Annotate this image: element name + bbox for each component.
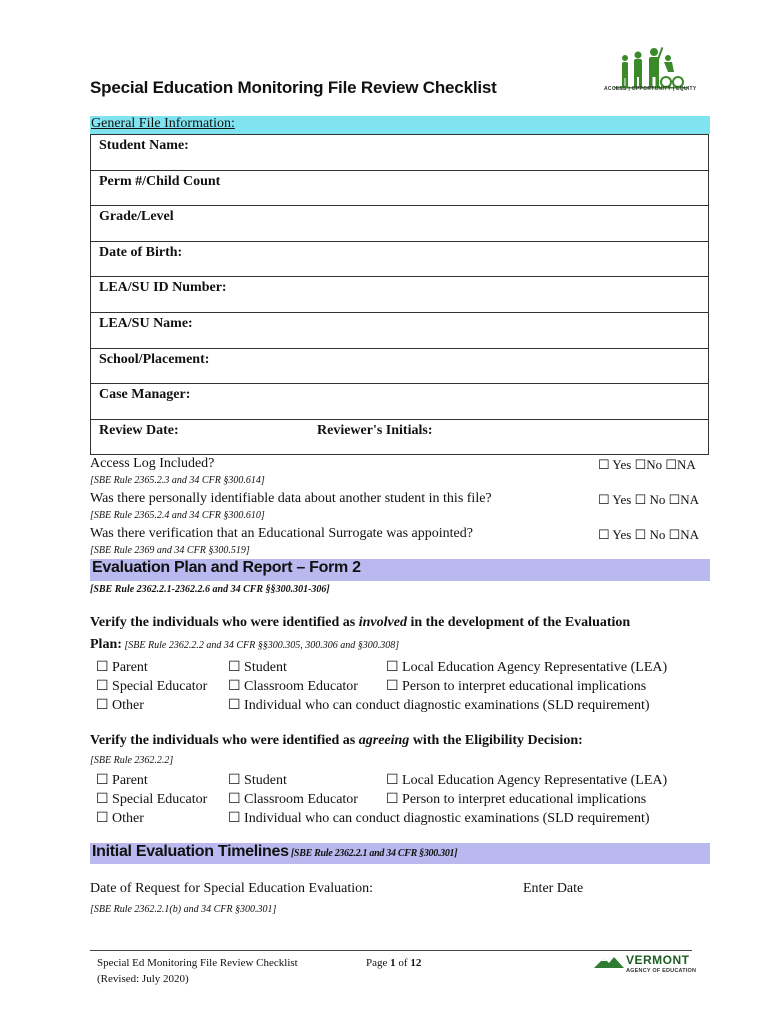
plan-ref: [SBE Rule 2362.2.2 and 34 CFR §§300.305, 300.306 and §300.308] — [121, 640, 400, 651]
field-label: LEA/SU ID Number: — [99, 280, 227, 296]
question-access-log-ref: [SBE Rule 2365.2.3 and 34 CFR §300.614] — [90, 475, 265, 486]
involved-prefix: Verify the individuals who were identified as — [90, 615, 359, 630]
field-label: School/Placement: — [99, 351, 210, 367]
eval-section-heading: Evaluation Plan and Report – Form 2 — [92, 559, 361, 576]
involved-diagnostic-examiner-checkbox[interactable]: ☐ Individual who can conduct diagnostic examinations (SLD requirement) — [228, 698, 650, 713]
agency-name: VERMONT — [626, 953, 690, 967]
field-label: LEA/SU Name: — [99, 315, 193, 331]
field-row-review-date[interactable] — [91, 420, 708, 454]
timelines-section-bar — [90, 843, 710, 864]
field-row-lea-su-id[interactable] — [91, 277, 708, 313]
involved-special-educator-checkbox[interactable]: ☐ Special Educator — [96, 679, 208, 694]
involved-instruction — [90, 615, 630, 631]
agreeing-student-checkbox[interactable]: ☐ Student — [228, 773, 287, 788]
field-label: Grade/Level — [99, 209, 174, 225]
agreeing-diagnostic-examiner-checkbox[interactable]: ☐ Individual who can conduct diagnostic examinations (SLD requirement) — [228, 811, 650, 826]
timelines-heading-ref: [SBE Rule 2362.2.1 and 34 CFR §300.301] — [288, 848, 458, 859]
question-access-log: Access Log Included? — [90, 456, 215, 471]
question-surrogate: Was there verification that an Educational Surrogate was appointed? — [90, 526, 473, 541]
general-info-heading-bar — [90, 116, 710, 134]
footer-divider — [90, 950, 692, 951]
question-surrogate-options[interactable]: ☐ Yes ☐ No ☐NA — [598, 527, 700, 542]
general-info-table — [90, 134, 709, 455]
involved-suffix: in the development of the Evaluation — [406, 615, 631, 630]
field-row-perm-number[interactable] — [91, 171, 708, 207]
request-date-label: Date of Request for Special Education Evaluation: — [90, 881, 374, 896]
page-prefix: Page — [366, 957, 391, 969]
agency-subtitle: AGENCY OF EDUCATION — [626, 968, 697, 974]
involved-word: involved — [358, 615, 407, 630]
footer-revised: (Revised: July 2020) — [97, 973, 189, 985]
review-date-label: Review Date: — [99, 422, 179, 438]
question-access-log-options[interactable]: ☐ Yes ☐No ☐NA — [598, 457, 696, 472]
field-label: Perm #/Child Count — [99, 173, 221, 189]
agreeing-instruction — [90, 733, 583, 749]
page-total: 12 — [410, 957, 422, 969]
eval-section-ref: [SBE Rule 2362.2.1-2362.2.6 and 34 CFR §§300.301-306] — [90, 584, 330, 595]
footer-doc-name: Special Ed Monitoring File Review Checklist — [97, 957, 298, 969]
page-title: Special Education Monitoring File Review Checklist — [90, 78, 497, 97]
agreeing-parent-checkbox[interactable]: ☐ Parent — [96, 773, 148, 788]
involved-parent-checkbox[interactable]: ☐ Parent — [96, 660, 148, 675]
plan-line — [90, 637, 399, 653]
request-date-field[interactable]: Enter Date — [523, 881, 584, 896]
involved-lea-checkbox[interactable]: ☐ Local Education Agency Representative (LEA) — [386, 660, 668, 675]
agreeing-lea-checkbox[interactable]: ☐ Local Education Agency Representative (LEA) — [386, 773, 668, 788]
agreeing-ref: [SBE Rule 2362.2.2] — [90, 755, 174, 766]
agreeing-suffix: with the Eligibility Decision: — [409, 733, 583, 748]
request-date-ref: [SBE Rule 2362.2.1(b) and 34 CFR §300.301] — [90, 904, 277, 915]
eval-section-bar — [90, 559, 710, 581]
timelines-heading-wrap — [92, 843, 457, 861]
timelines-heading: Initial Evaluation Timelines — [92, 843, 289, 860]
agreeing-classroom-educator-checkbox[interactable]: ☐ Classroom Educator — [228, 792, 358, 807]
footer-page-number — [366, 957, 421, 969]
question-surrogate-ref: [SBE Rule 2369 and 34 CFR §300.519] — [90, 545, 250, 556]
agreeing-other-checkbox[interactable]: ☐ Other — [96, 811, 144, 826]
field-label: Case Manager: — [99, 387, 191, 403]
logo-tagline: ACCESS | OPPORTUNITY | EQUITY — [604, 86, 697, 92]
question-identifiable-data: Was there personally identifiable data about another student in this file? — [90, 491, 492, 506]
involved-other-checkbox[interactable]: ☐ Other — [96, 698, 144, 713]
agreeing-special-educator-checkbox[interactable]: ☐ Special Educator — [96, 792, 208, 807]
involved-student-checkbox[interactable]: ☐ Student — [228, 660, 287, 675]
agreeing-prefix: Verify the individuals who were identified as — [90, 733, 359, 748]
question-identifiable-data-ref: [SBE Rule 2365.2.4 and 34 CFR §300.610] — [90, 510, 265, 521]
field-label: Date of Birth: — [99, 244, 183, 260]
reviewer-initials-label: Reviewer's Initials: — [317, 422, 433, 438]
field-row-date-of-birth[interactable] — [91, 242, 708, 278]
page-of: of — [395, 957, 411, 969]
field-row-grade-level[interactable] — [91, 206, 708, 242]
mountain-icon — [594, 955, 624, 969]
involved-classroom-educator-checkbox[interactable]: ☐ Classroom Educator — [228, 679, 358, 694]
involved-interpreter-checkbox[interactable]: ☐ Person to interpret educational implications — [386, 679, 647, 694]
field-row-lea-su-name[interactable] — [91, 313, 708, 349]
general-info-heading: General File Information: — [91, 116, 235, 131]
field-row-student-name[interactable] — [91, 135, 708, 171]
question-identifiable-data-options[interactable]: ☐ Yes ☐ No ☐NA — [598, 492, 700, 507]
agreeing-word: agreeing — [358, 733, 410, 748]
plan-label: Plan: — [90, 637, 122, 652]
page-num: 1 — [390, 957, 396, 969]
vermont-agency-logo — [594, 953, 697, 979]
field-row-school-placement[interactable] — [91, 349, 708, 385]
field-label: Student Name: — [99, 138, 189, 153]
agreeing-interpreter-checkbox[interactable]: ☐ Person to interpret educational implications — [386, 792, 647, 807]
field-row-case-manager[interactable] — [91, 384, 708, 420]
